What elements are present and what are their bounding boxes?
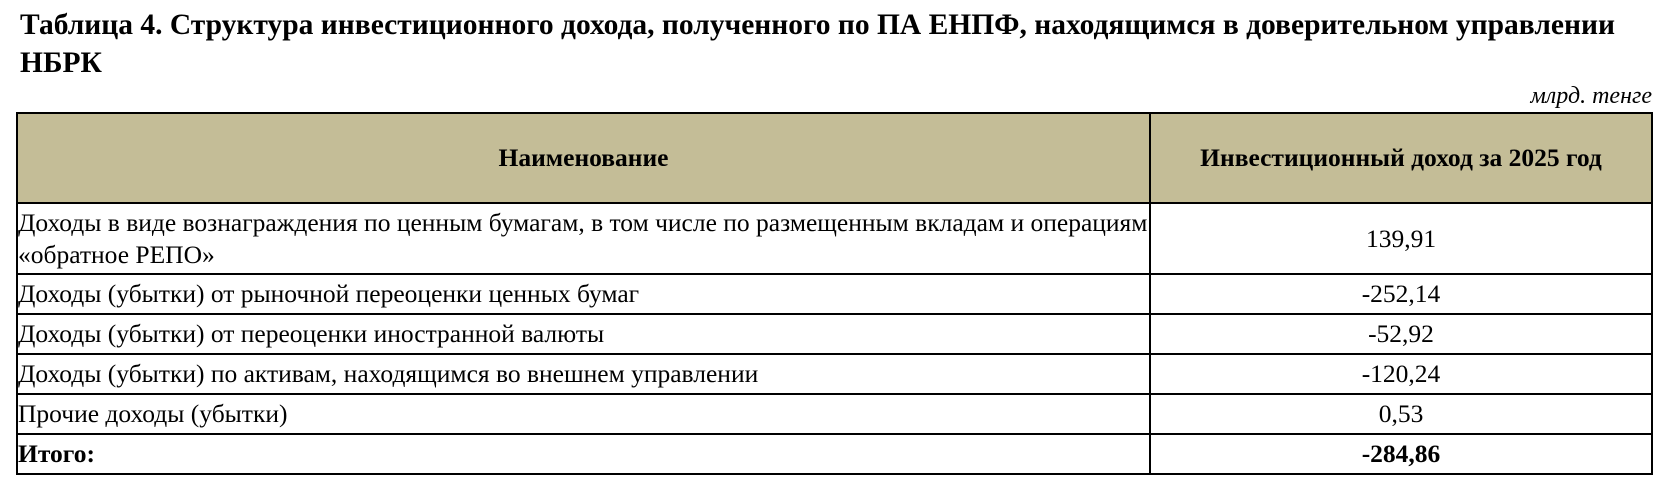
table-row: [17, 203, 1652, 274]
unit-label: млрд. тенге: [1530, 83, 1652, 109]
table-row: [17, 314, 1652, 354]
row-value: 0,53: [1150, 394, 1652, 434]
header-value: Инвестиционный доход за 2025 год: [1150, 113, 1652, 203]
row-name: Доходы (убытки) от рыночной переоценки ценных бумаг: [17, 274, 1150, 314]
table-header-row: [17, 113, 1652, 203]
table-row: [17, 274, 1652, 314]
total-row: [17, 434, 1652, 474]
row-name: Доходы (убытки) от переоценки иностранной валюты: [17, 314, 1150, 354]
investment-income-table: [16, 112, 1653, 475]
header-name: Наименование: [17, 113, 1150, 203]
row-name: Доходы в виде вознаграждения по ценным бумагам, в том числе по размещенным вкладам и операциям «обратное РЕПО»: [17, 203, 1150, 274]
total-label: Итого:: [17, 434, 1150, 474]
row-name: Доходы (убытки) по активам, находящимся во внешнем управлении: [17, 354, 1150, 394]
row-value: -252,14: [1150, 274, 1652, 314]
table-row: [17, 394, 1652, 434]
table-row: [17, 354, 1652, 394]
table-title: Таблица 4. Структура инвестиционного дохода, полученного по ПА ЕНПФ, находящимся в доверительном управлении НБРК: [20, 9, 1615, 79]
row-value: 139,91: [1150, 203, 1652, 274]
row-value: -52,92: [1150, 314, 1652, 354]
total-value: -284,86: [1150, 434, 1652, 474]
row-value: -120,24: [1150, 354, 1652, 394]
row-name: Прочие доходы (убытки): [17, 394, 1150, 434]
